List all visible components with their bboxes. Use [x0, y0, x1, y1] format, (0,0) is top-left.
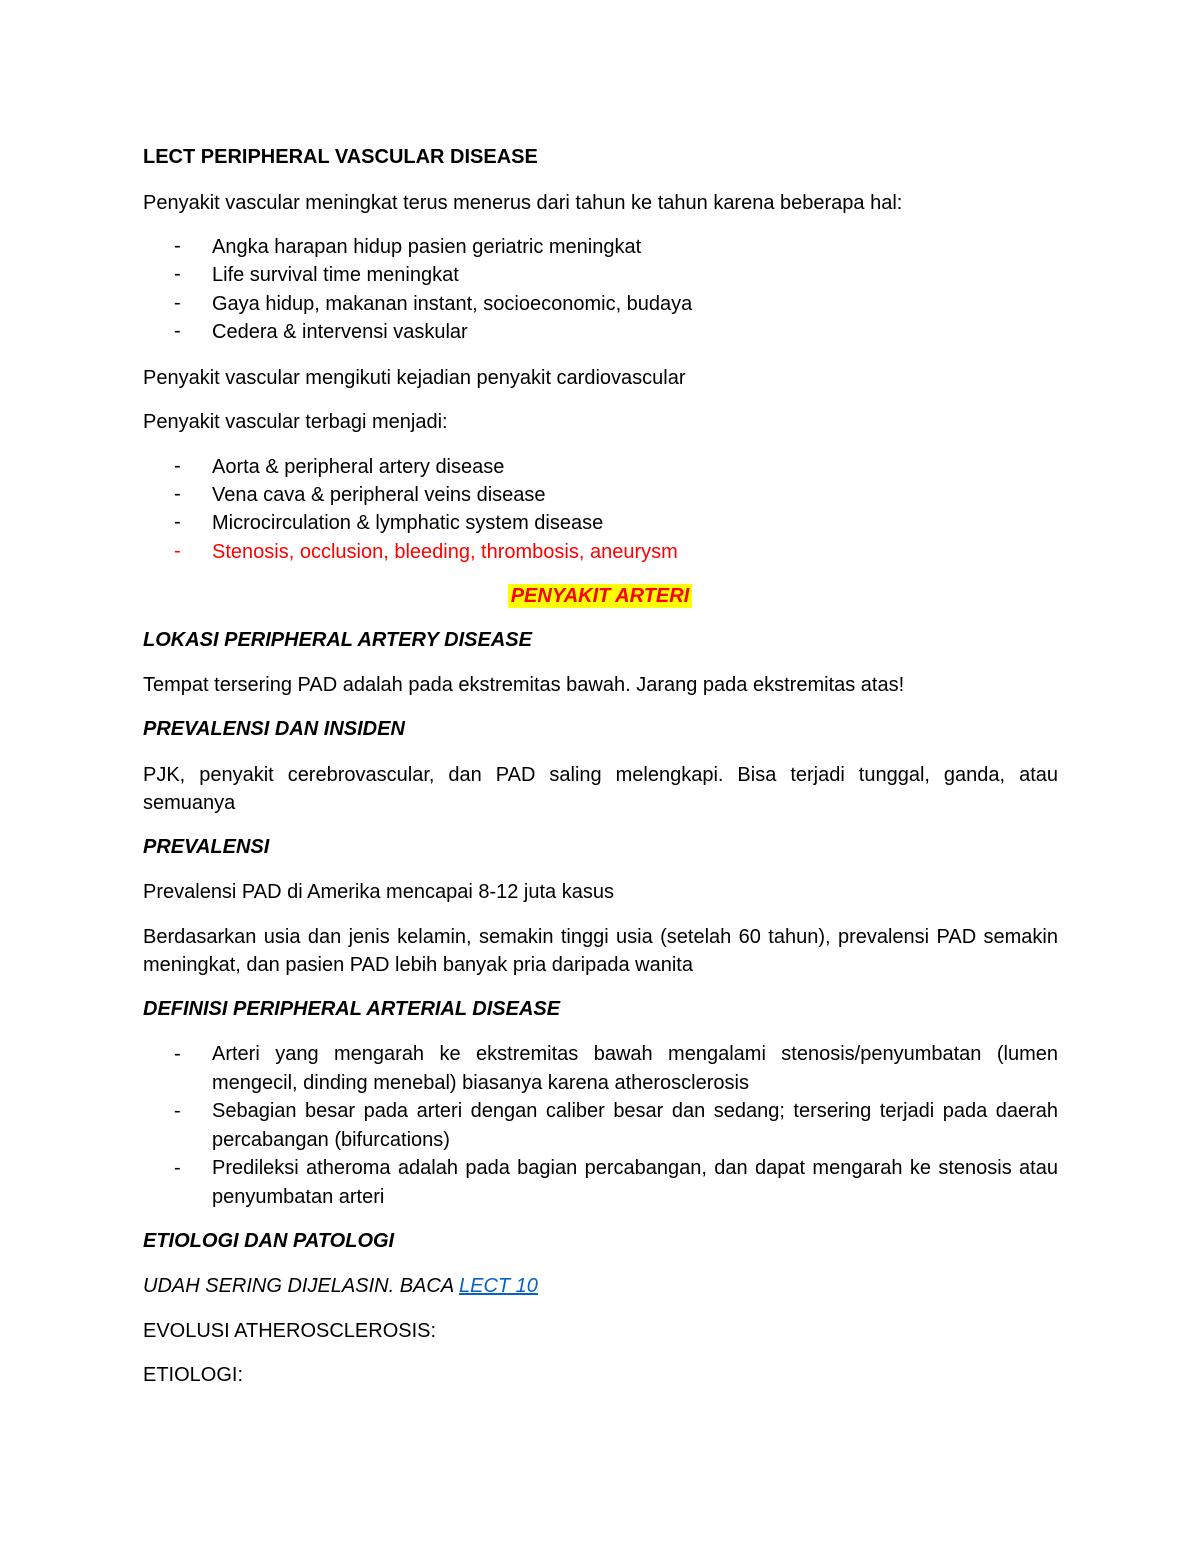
- intro-paragraph: Penyakit vascular meningkat terus menerus dari tahun ke tahun karena beberapa hal:: [143, 192, 903, 214]
- bullet-marker: -: [174, 511, 181, 533]
- prevalensi-insiden-heading: PREVALENSI DAN INSIDEN: [143, 718, 405, 740]
- reason-item: Life survival time meningkat: [212, 264, 459, 286]
- section-title-wrap: [0, 583, 1200, 609]
- category-item-highlighted: Stenosis, occlusion, bleeding, thrombosis, aneurysm: [212, 541, 678, 563]
- note-text: UDAH SERING DIJELASIN. BACA: [143, 1275, 459, 1297]
- bullet-marker: -: [174, 540, 181, 562]
- etiologi-heading: ETIOLOGI:: [143, 1364, 244, 1386]
- bullet-marker: -: [174, 235, 181, 257]
- lect-10-link[interactable]: LECT 10: [459, 1275, 538, 1297]
- prevalensi-text-2: Berdasarkan usia dan jenis kelamin, semakin tinggi usia (setelah 60 tahun), prevalensi PAD semakin meningkat, dan pasien PAD lebih banyak pria daripada wanita: [143, 926, 1058, 976]
- reason-item: Cedera & intervensi vaskular: [212, 321, 468, 343]
- divided-paragraph: Penyakit vascular terbagi menjadi:: [143, 411, 448, 433]
- prevalensi-heading: PREVALENSI: [143, 836, 270, 858]
- prevalensi-text-1: Prevalensi PAD di Amerika mencapai 8-12 juta kasus: [143, 881, 614, 903]
- bullet-marker: -: [174, 263, 181, 285]
- definisi-item: Sebagian besar pada arteri dengan caliber besar dan sedang; tersering terjadi pada daerah percabangan (bifurcations): [212, 1100, 1058, 1151]
- evolusi-heading: EVOLUSI ATHEROSCLEROSIS:: [143, 1320, 437, 1342]
- category-item: Microcirculation & lymphatic system disease: [212, 512, 604, 534]
- reason-item: Gaya hidup, makanan instant, socioeconomic, budaya: [212, 293, 693, 315]
- bullet-marker: -: [174, 483, 181, 505]
- bullet-marker: -: [174, 292, 181, 314]
- bullet-marker: -: [174, 455, 181, 477]
- reason-item: Angka harapan hidup pasien geriatric meningkat: [212, 236, 642, 258]
- bullet-marker: -: [174, 1100, 181, 1122]
- category-item: Vena cava & peripheral veins disease: [212, 484, 546, 506]
- bullet-marker: -: [174, 1043, 181, 1065]
- follows-paragraph: Penyakit vascular mengikuti kejadian penyakit cardiovascular: [143, 367, 686, 389]
- prevalensi-insiden-text: PJK, penyakit cerebrovascular, dan PAD saling melengkapi. Bisa terjadi tunggal, ganda, atau semuanya: [143, 764, 1058, 814]
- bullet-marker: -: [174, 1157, 181, 1179]
- category-item: Aorta & peripheral artery disease: [212, 456, 505, 478]
- section-title: PENYAKIT ARTERI: [508, 584, 693, 608]
- definisi-heading: DEFINISI PERIPHERAL ARTERIAL DISEASE: [143, 998, 561, 1020]
- etiologi-patologi-note: [143, 1273, 538, 1299]
- document-title: LECT PERIPHERAL VASCULAR DISEASE: [143, 146, 538, 168]
- bullet-marker: -: [174, 320, 181, 342]
- definisi-item: Predileksi atheroma adalah pada bagian percabangan, dan dapat mengarah ke stenosis atau penyumbatan arteri: [212, 1157, 1058, 1208]
- etiologi-patologi-heading: ETIOLOGI DAN PATOLOGI: [143, 1230, 395, 1252]
- definisi-item: Arteri yang mengarah ke ekstremitas bawah mengalami stenosis/penyumbatan (lumen mengecil, dinding menebal) biasanya karena atherosclerosis: [212, 1043, 1058, 1094]
- lokasi-heading: LOKASI PERIPHERAL ARTERY DISEASE: [143, 629, 532, 651]
- lokasi-text: Tempat tersering PAD adalah pada ekstremitas bawah. Jarang pada ekstremitas atas!: [143, 674, 905, 696]
